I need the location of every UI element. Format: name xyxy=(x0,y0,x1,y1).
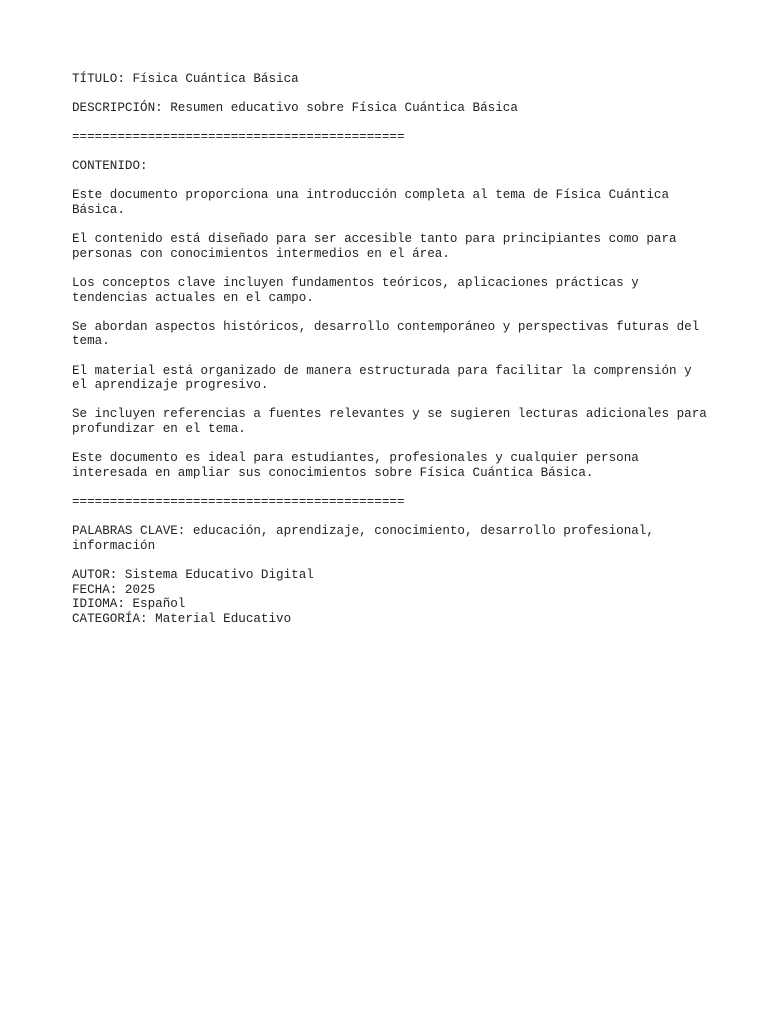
content-paragraph: Este documento proporciona una introducción completa al tema de Física Cuántica Básica. xyxy=(72,188,677,218)
content-paragraph: Los conceptos clave incluyen fundamentos teóricos, aplicaciones prácticas y tendencias actuales en el campo. xyxy=(72,275,647,305)
author-line: AUTOR: Sistema Educativo Digital xyxy=(72,567,314,582)
description-line: DESCRIPCIÓN: Resumen educativo sobre Física Cuántica Básica xyxy=(72,101,518,116)
title-line: TÍTULO: Física Cuántica Básica xyxy=(72,72,299,86)
content-paragraph: El material está organizado de manera estructurada para facilitar la comprensión y el aprendizaje progresivo. xyxy=(72,363,700,393)
content-paragraph: Este documento es ideal para estudiantes, profesionales y cualquier persona interesada en ampliar sus conocimientos sobre Física Cuántica Básica. xyxy=(72,451,647,480)
content-heading: CONTENIDO: xyxy=(72,159,148,174)
separator-top: ============================================ xyxy=(72,130,405,145)
content-paragraph: Se incluyen referencias a fuentes relevantes y se sugieren lecturas adicionales para profundizar en el tema. xyxy=(72,407,715,437)
content-paragraph: Se abordan aspectos históricos, desarrollo contemporáneo y perspectivas futuras del tema. xyxy=(72,319,707,349)
content-paragraph: El contenido está diseñado para ser accesible tanto para principiantes como para personas con conocimientos intermedios en el área. xyxy=(72,232,685,261)
metadata-block xyxy=(72,568,712,627)
keywords-line: PALABRAS CLAVE: educación, aprendizaje, conocimiento, desarrollo profesional, información xyxy=(72,524,662,553)
separator-bottom: ============================================ xyxy=(72,494,405,509)
category-line: CATEGORÍA: Material Educativo xyxy=(72,611,292,626)
language-line: IDIOMA: Español xyxy=(72,597,186,612)
date-line: FECHA: 2025 xyxy=(72,582,156,597)
document-page xyxy=(72,72,715,627)
